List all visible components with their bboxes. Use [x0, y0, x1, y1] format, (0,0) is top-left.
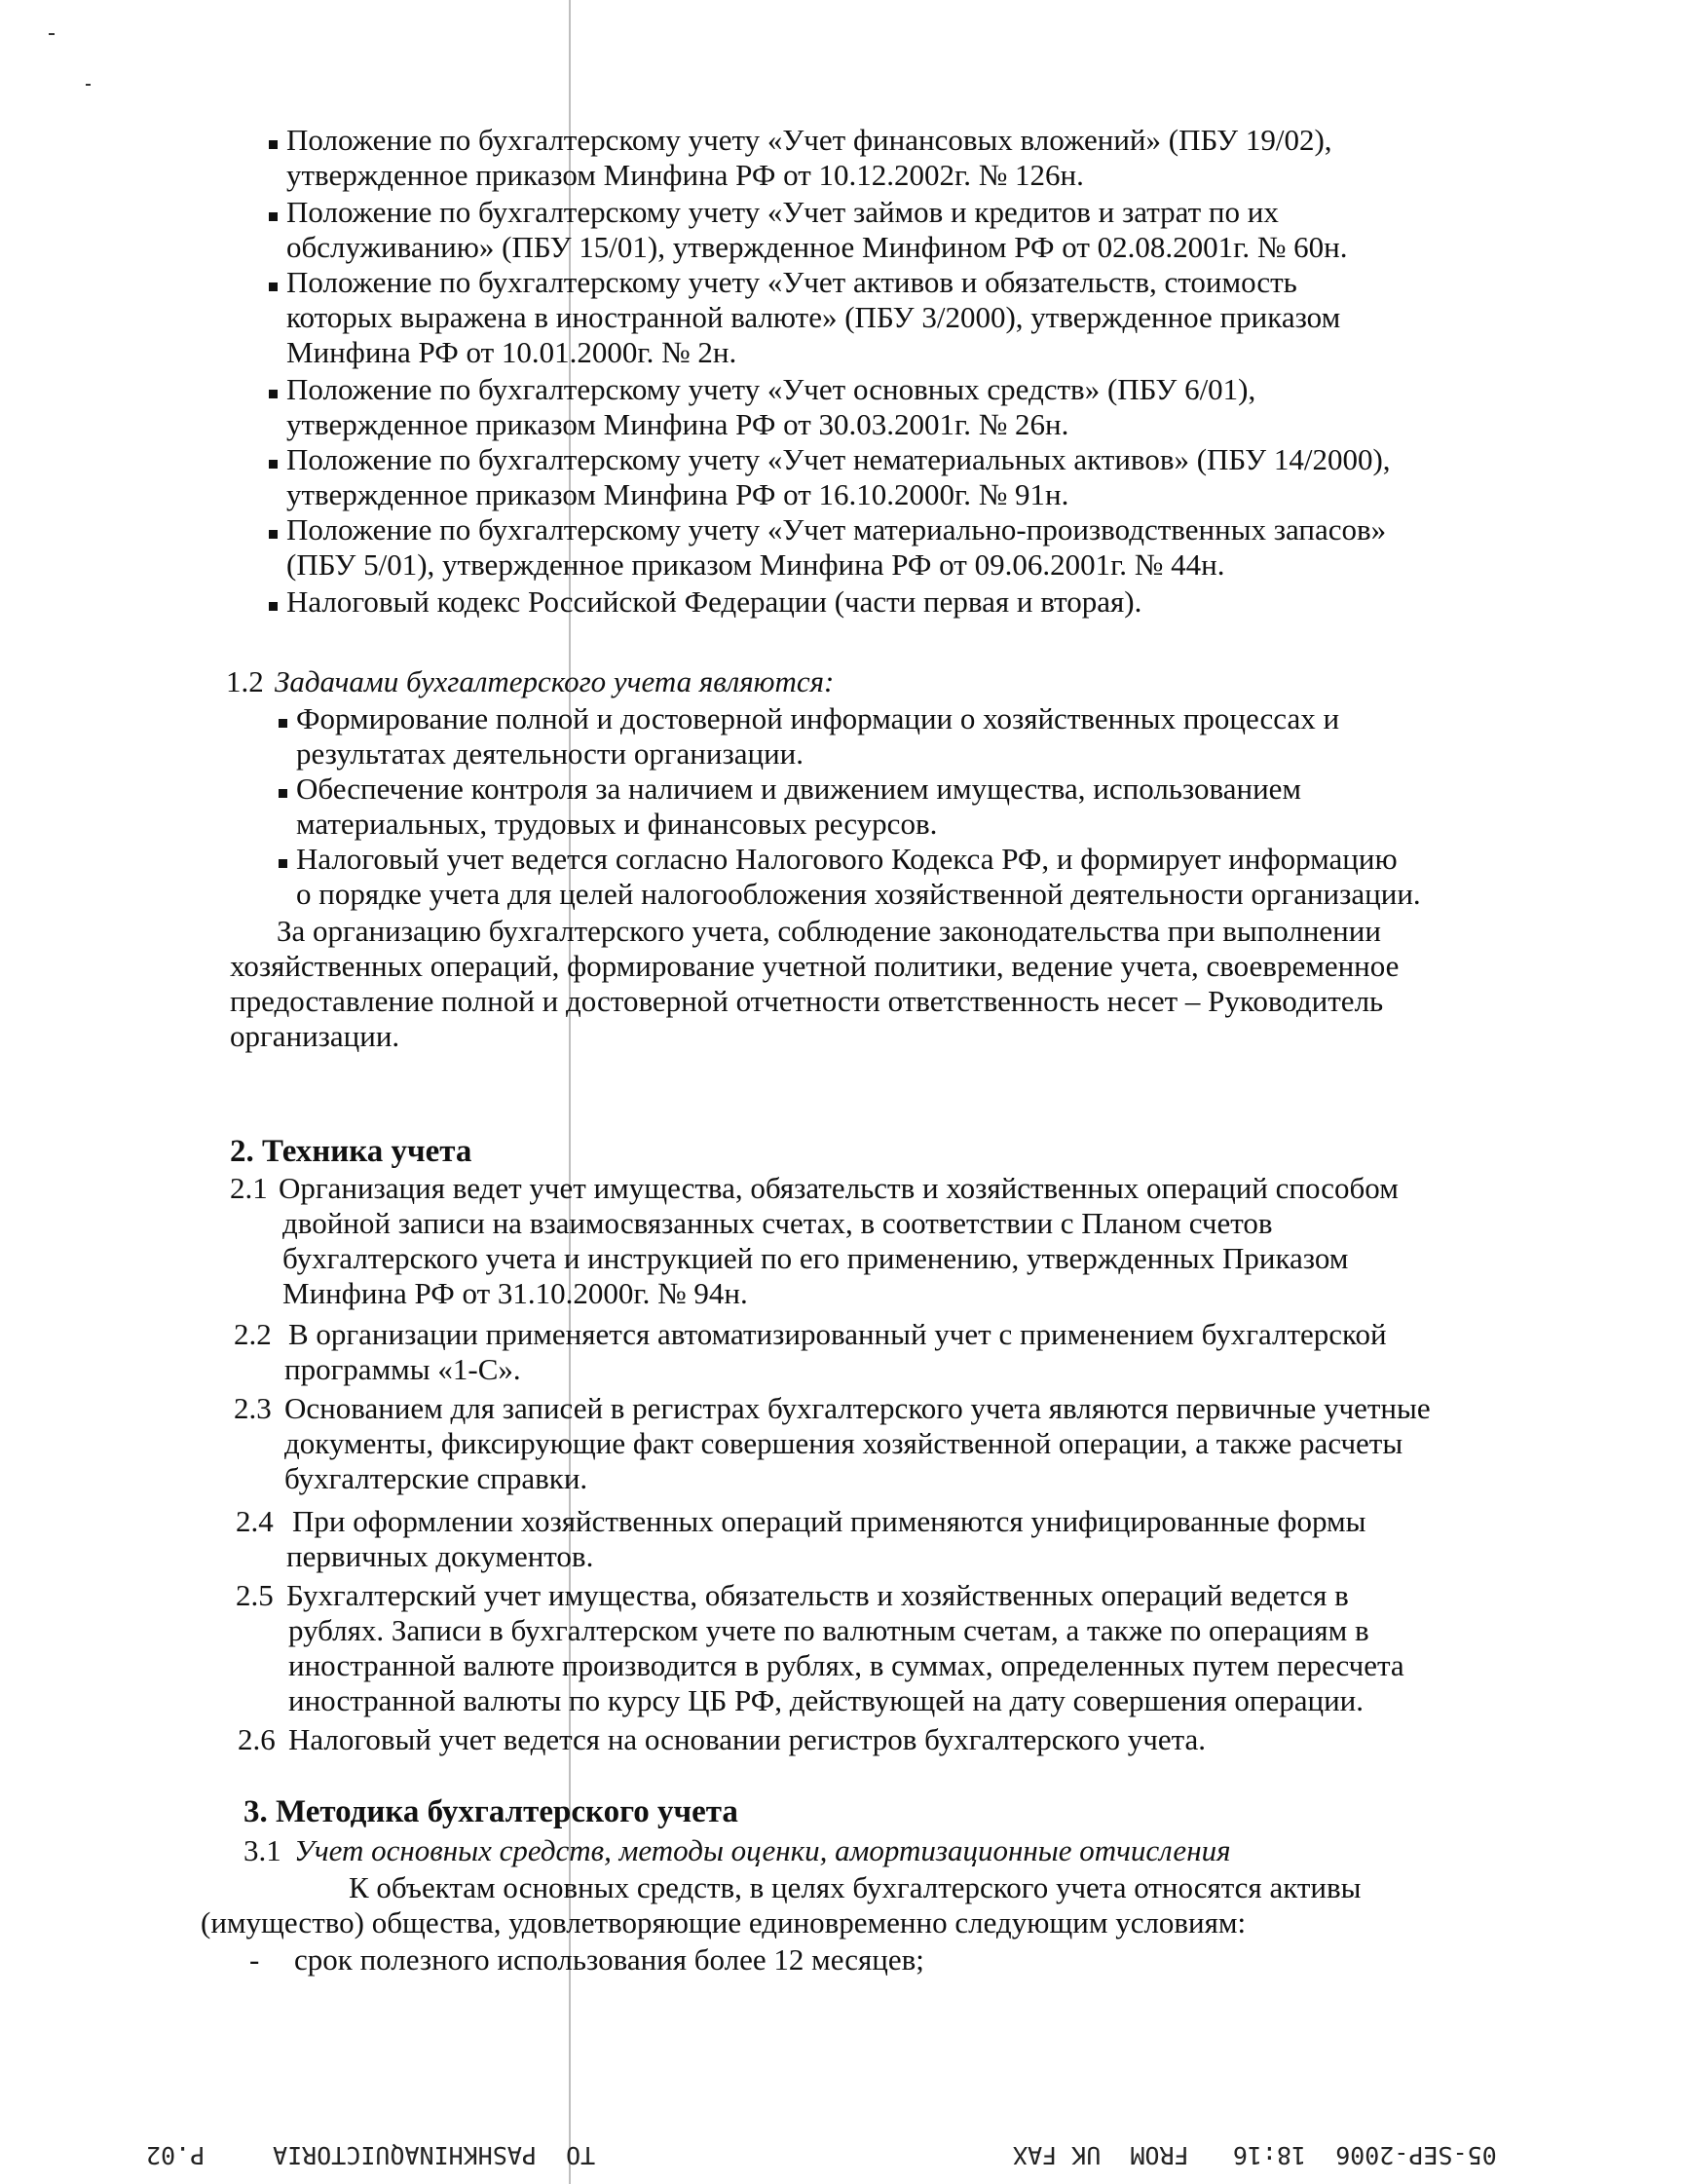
list-line: Положение по бухгалтерскому учету «Учет основных средств» (ПБУ 6/01), [286, 372, 1256, 406]
paragraph-line: (имущество) общества, удовлетворяющие единовременно следующим условиям: [201, 1905, 1247, 1939]
list-line: Положение по бухгалтерскому учету «Учет нематериальных активов» (ПБУ 14/2000), [286, 442, 1391, 476]
bullet-marker [269, 140, 278, 149]
bullet-marker [279, 789, 287, 798]
bullet-marker [269, 460, 278, 469]
scan-speck [86, 84, 91, 86]
subsection-number: 3.1 [243, 1833, 281, 1867]
section-heading: 3. Методика бухгалтерского учета [243, 1794, 738, 1829]
fax-sender-timestamp: 05-SEP-2006 18:16 FROM UK FAX [1013, 2141, 1497, 2169]
list-line: Налоговый учет ведется согласно Налогового Кодекса РФ, и формирует информацию [296, 842, 1398, 876]
paragraph-line: предоставление полной и достоверной отчетности ответственность несет – Руководитель [230, 984, 1384, 1018]
bullet-marker [269, 390, 278, 398]
item-number: 2.4 [236, 1504, 274, 1538]
item-line: бухгалтерского учета и инструкцией по его применению, утвержденных Приказом [282, 1241, 1349, 1275]
paragraph-line: За организацию бухгалтерского учета, соблюдение законодательства при выполнении [277, 914, 1381, 948]
list-line: Минфина РФ от 10.01.2000г. № 2н. [286, 335, 737, 369]
list-line: результатах деятельности организации. [296, 736, 804, 771]
fax-footer [0, 2139, 1683, 2178]
item-line: При оформлении хозяйственных операций применяются унифицированные формы [292, 1504, 1366, 1538]
list-line: Обеспечение контроля за наличием и движением имущества, использованием [296, 772, 1302, 806]
bullet-marker [269, 212, 278, 221]
item-line: первичных документов. [286, 1539, 594, 1573]
item-line: бухгалтерские справки. [284, 1461, 588, 1495]
dash-item: срок полезного использования более 12 месяцев; [294, 1942, 924, 1977]
item-number: 2.6 [238, 1722, 276, 1756]
item-line: иностранной валюте производится в рублях, в суммах, определенных путем пересчета [288, 1648, 1404, 1682]
section-title: Задачами бухгалтерского учета являются: [275, 664, 835, 698]
item-line: Организация ведет учет имущества, обязательств и хозяйственных операций способом [279, 1171, 1399, 1205]
paragraph-line: организации. [230, 1019, 400, 1053]
list-line: Формирование полной и достоверной информации о хозяйственных процессах и [296, 701, 1340, 735]
list-line: утвержденное приказом Минфина РФ от 30.03.2001г. № 26н. [286, 407, 1069, 441]
item-number: 2.5 [236, 1578, 274, 1612]
list-line: Положение по бухгалтерскому учету «Учет займов и кредитов и затрат по их [286, 195, 1279, 229]
bullet-marker [279, 719, 287, 728]
item-line: иностранной валюты по курсу ЦБ РФ, действующей на дату совершения операции. [288, 1683, 1364, 1717]
list-line: обслуживанию» (ПБУ 15/01), утвержденное Минфином РФ от 02.08.2001г. № 60н. [286, 230, 1348, 264]
fax-recipient: TO PASHKHINAQUICTORIA [273, 2141, 596, 2169]
item-number: 2.3 [234, 1391, 272, 1425]
item-line: Минфина РФ от 31.10.2000г. № 94н. [282, 1276, 748, 1310]
list-line: Положение по бухгалтерскому учету «Учет материально-производственных запасов» [286, 512, 1387, 546]
item-line: двойной записи на взаимосвязанных счетах, в соответствии с Планом счетов [282, 1206, 1273, 1240]
list-line: о порядке учета для целей налогообложения хозяйственной деятельности организации. [296, 877, 1421, 911]
paragraph-line: К объектам основных средств, в целях бухгалтерского учета относятся активы [349, 1870, 1362, 1904]
list-line: (ПБУ 5/01), утвержденное приказом Минфина РФ от 09.06.2001г. № 44н. [286, 547, 1225, 582]
item-line: Налоговый учет ведется на основании регистров бухгалтерского учета. [288, 1722, 1207, 1756]
list-line: Положение по бухгалтерскому учету «Учет финансовых вложений» (ПБУ 19/02), [286, 123, 1332, 157]
bullet-marker [279, 859, 287, 868]
paragraph-line: хозяйственных операций, формирование учетной политики, ведение учета, своевременное [230, 949, 1400, 983]
item-line: документы, фиксирующие факт совершения хозяйственной операции, а также расчеты [284, 1426, 1403, 1460]
item-line: программы «1-С». [284, 1352, 521, 1386]
item-line: Основанием для записей в регистрах бухгалтерского учета являются первичные учетные [284, 1391, 1431, 1425]
bullet-marker [269, 602, 278, 611]
list-line: Положение по бухгалтерскому учету «Учет активов и обязательств, стоимость [286, 265, 1297, 299]
scan-speck [49, 33, 55, 35]
list-line: утвержденное приказом Минфина РФ от 16.10.2000г. № 91н. [286, 477, 1069, 511]
item-number: 2.2 [234, 1317, 272, 1351]
fax-page-number: P.02 [146, 2141, 206, 2169]
item-number: 2.1 [230, 1171, 268, 1205]
section-heading: 2. Техника учета [230, 1134, 472, 1169]
item-line: В организации применяется автоматизированный учет с применением бухгалтерской [288, 1317, 1387, 1351]
bullet-marker [269, 282, 278, 291]
item-line: рублях. Записи в бухгалтерском учете по валютным счетам, а также по операциям в [288, 1613, 1369, 1647]
list-line: которых выражена в иностранной валюте» (ПБУ 3/2000), утвержденное приказом [286, 300, 1341, 334]
subsection-title: Учет основных средств, методы оценки, амортизационные отчисления [294, 1833, 1231, 1867]
list-line: утвержденное приказом Минфина РФ от 10.12.2002г. № 126н. [286, 158, 1084, 192]
section-number: 1.2 [226, 664, 264, 698]
dash-marker: - [249, 1942, 260, 1977]
bullet-marker [269, 530, 278, 539]
list-line: Налоговый кодекс Российской Федерации (части первая и вторая). [286, 584, 1142, 619]
list-line: материальных, трудовых и финансовых ресурсов. [296, 807, 938, 841]
item-line: Бухгалтерский учет имущества, обязательств и хозяйственных операций ведется в [286, 1578, 1349, 1612]
